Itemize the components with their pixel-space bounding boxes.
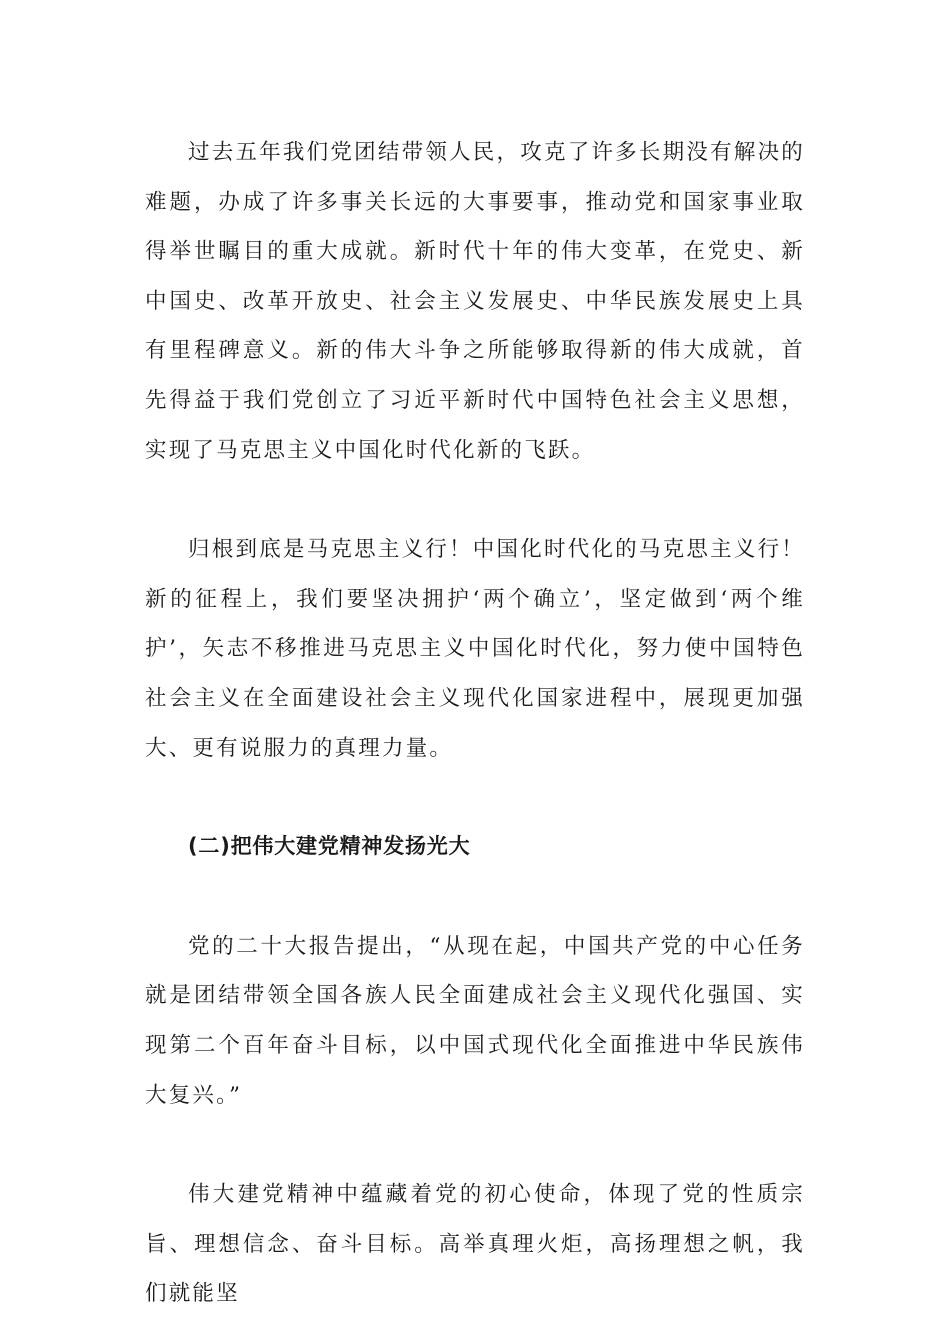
paragraph-achievements: 过去五年我们党团结带领人民，攻克了许多长期没有解决的难题，办成了许多事关长远的大事要事，推动党和国家事业取得举世瞩目的重大成就。新时代十年的伟大变革，在党史、新中国史、改革开放史、社会主义发展史、中华民族发展史上具有里程碑意义。新的伟大斗争之所能够取得新的伟大成就，首先得益于我们党创立了习近平新时代中国特色社会主义思想，实现了马克思主义中国化时代化新的飞跃。: [145, 140, 805, 463]
paragraph-central-task: 党的二十大报告提出，“从现在起，中国共产党的中心任务就是团结带领全国各族人民全面建成社会主义现代化强国、实现第二个百年奋斗目标，以中国式现代化全面推进中华民族伟大复兴。”: [145, 933, 805, 1108]
paragraph-marxism: 归根到底是马克思主义行！中国化时代化的马克思主义行！新的征程上，我们要坚决拥护‘两个确立’，坚定做到‘两个维护’，矢志不移推进马克思主义中国化时代化，努力使中国特色社会主义在全面建设社会主义现代化国家进程中，展现更加强大、更有说服力的真理力量。: [145, 537, 805, 761]
document-body: [145, 128, 805, 1319]
section-heading: (二)把伟大建党精神发扬光大: [188, 834, 471, 859]
paragraph-party-spirit: 伟大建党精神中蕴藏着党的初心使命，体现了党的性质宗旨、理想信念、奋斗目标。高举真理火炬，高扬理想之帆，我们就能坚: [145, 1182, 805, 1307]
